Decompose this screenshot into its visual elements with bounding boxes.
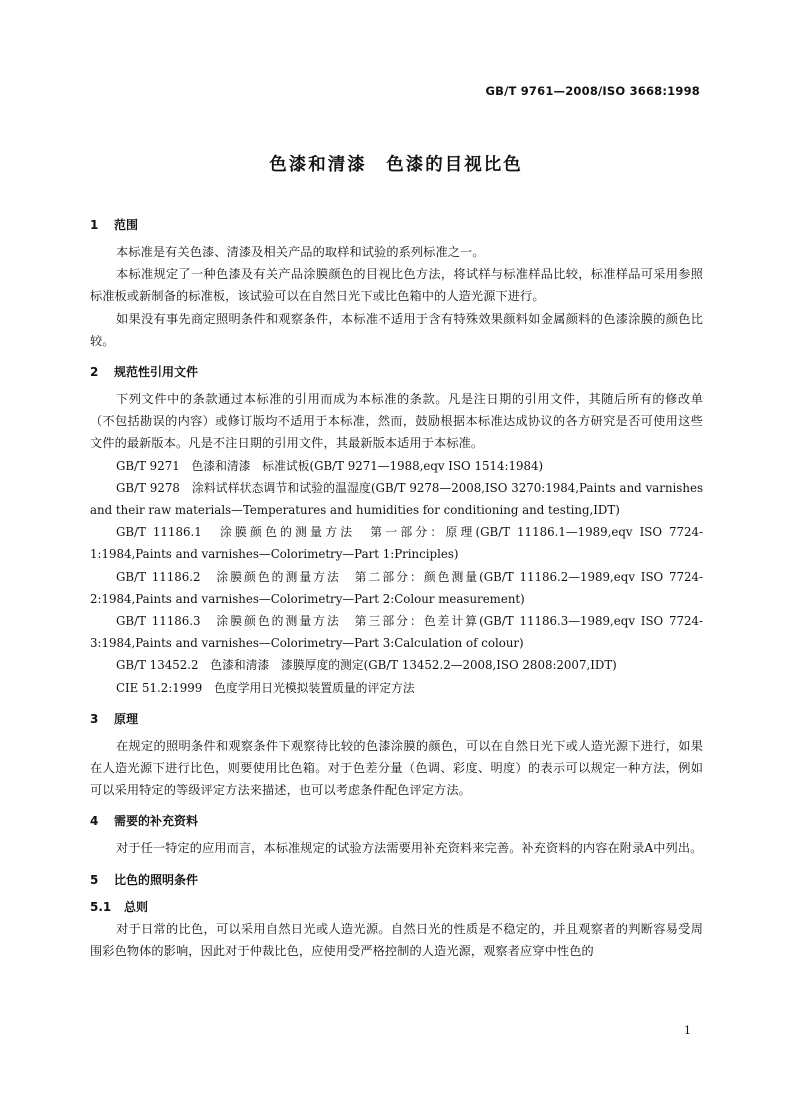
section-number: 1 (90, 218, 99, 232)
section-number: 5.1 (90, 899, 112, 914)
section-title: 比色的照明条件 (114, 872, 199, 887)
section-2-heading (90, 361, 703, 383)
section-title: 范围 (114, 218, 139, 232)
paragraph: 在规定的照明条件和观察条件下观察待比较的色漆涂膜的颜色，可以在自然日光下或人造光源下进行，如果在人造光源下进行比色，则要使用比色箱。对于色差分量（色调、彩度、明度）的表示可以规定一种方法，例如可以采用特定的等级评定方法来描述，也可以考虑条件配色评定方法。 (90, 738, 703, 798)
reference-item: GB/T 9278 涂料试样状态调节和试验的温湿度(GB/T 9278—2008,ISO 3270:1984,Paints and varnishes and their raw materials—Temperatures and humidities for conditioning and testing,IDT) (90, 480, 703, 518)
paragraph: 下列文件中的条款通过本标准的引用而成为本标准的条款。凡是注日期的引用文件，其随后所有的修改单（不包括勘误的内容）或修订版均不适用于本标准，然而，鼓励根据本标准达成协议的各方研究是否可使用这些文件的最新版本。凡是不注日期的引用文件，其最新版本适用于本标准。 (90, 392, 703, 451)
reference-item: GB/T 11186.3 涂膜颜色的测量方法 第三部分：色差计算(GB/T 11186.3—1989,eqv ISO 7724-3:1984,Paints and varnishes—Colorimetry—Part 3:Calculation of colour) (90, 614, 703, 651)
document-title: 色漆和清漆 色漆的目视比色 (269, 155, 523, 175)
reference-item: GB/T 9271 色漆和清漆 标准试板(GB/T 9271—1988,eqv ISO 1514:1984) (116, 458, 544, 473)
reference-item: GB/T 13452.2 色漆和清漆 漆膜厚度的测定(GB/T 13452.2—2008,ISO 2808:2007,IDT) (116, 658, 617, 673)
section-title: 需要的补充资料 (114, 814, 199, 829)
section-title: 规范性引用文件 (114, 365, 199, 380)
standard-code: GB/T 9761—2008/ISO 3668:1998 (485, 84, 700, 98)
paragraph: 如果没有事先商定照明条件和观察条件，本标准不适用于含有特殊效果颜料如金属颜料的色漆涂膜的颜色比较。 (90, 311, 703, 348)
paragraph: 本标准规定了一种色漆及有关产品涂膜颜色的目视比色方法，将试样与标准样品比较，标准样品可采用参照标准板或新制备的标准板，该试验可以在自然日光下或比色箱中的人造光源下进行。 (90, 267, 703, 304)
section-number: 2 (90, 365, 99, 380)
section-title: 原理 (114, 711, 139, 726)
reference-item: GB/T 11186.2 涂膜颜色的测量方法 第二部分：颜色测量(GB/T 11186.2—1989,eqv ISO 7724-2:1984,Paints and varnishes—Colorimetry—Part 2:Colour measurement) (90, 569, 703, 606)
section-number: 4 (90, 814, 99, 829)
section-5-heading (90, 869, 703, 891)
document-body (90, 214, 703, 962)
paragraph: 对于任一特定的应用而言，本标准规定的试验方法需要用补充资料来完善。补充资料的内容在附录A中列出。 (116, 841, 703, 856)
subsection-5-1-heading (90, 896, 703, 918)
page-number: 1 (684, 1024, 691, 1037)
reference-item: CIE 51.2:1999 色度学用日光模拟装置质量的评定方法 (116, 680, 415, 695)
section-number: 5 (90, 872, 99, 887)
section-number: 3 (90, 711, 99, 726)
section-title: 总则 (124, 899, 149, 914)
paragraph: 对于日常的比色，可以采用自然日光或人造光源。自然日光的性质是不稳定的，并且观察者的判断容易受周围彩色物体的影响，因此对于仲裁比色，应使用受严格控制的人造光源，观察者应穿中性色的 (90, 921, 703, 958)
reference-item: GB/T 11186.1 涂膜颜色的测量方法 第一部分：原理(GB/T 11186.1—1989,eqv ISO 7724-1:1984,Paints and varnishes—Colorimetry—Part 1:Principles) (90, 525, 703, 562)
section-1-heading (90, 214, 703, 236)
paragraph: 本标准是有关色漆、清漆及相关产品的取样和试验的系列标准之一。 (116, 245, 485, 259)
section-4-heading (90, 810, 703, 832)
section-3-heading (90, 708, 703, 730)
